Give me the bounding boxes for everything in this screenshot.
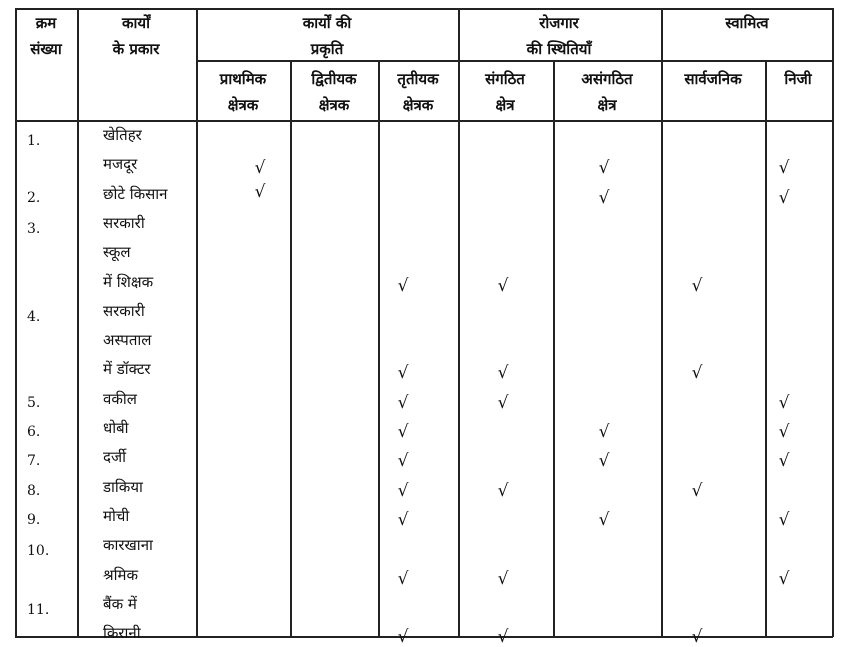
column-divider [378,60,380,637]
table-top-border [15,8,833,10]
tick-mark: √ [778,392,790,413]
subheader-tertiary-line2: क्षेत्रक [402,96,434,114]
tick-mark: √ [397,451,409,472]
subheader-private: निजी [784,70,812,88]
subheader-secondary: द्वितीयक [311,70,357,88]
row-work-type: छोटे किसान [103,184,168,203]
subheader-secondary-line2: क्षेत्रक [318,96,350,114]
column-divider [458,8,460,637]
row-serial-number: 7. [27,453,41,470]
row-work-type: श्रमिक [103,565,138,584]
tick-mark: √ [778,509,790,530]
header-group-divider [196,60,833,62]
tick-mark: √ [691,363,703,384]
tick-mark: √ [598,509,610,530]
column-divider [553,60,555,637]
row-serial-number: 4. [27,308,41,325]
tick-mark: √ [397,627,409,647]
tick-mark: √ [598,422,610,442]
row-serial-number: 8. [27,482,41,499]
tick-mark: √ [778,422,790,442]
tick-mark: √ [497,363,509,384]
header-nature-line1: कार्यों की [302,14,352,32]
tick-mark: √ [497,568,509,589]
row-work-type: अस्पताल [103,331,152,350]
subheader-organised: संगठित [485,70,525,88]
header-sno-line1: क्रम [35,14,57,32]
tick-mark: √ [397,392,409,413]
column-divider [77,8,79,637]
table-right-border [832,8,834,637]
subheader-unorganised: असंगठित [581,70,633,88]
tick-mark: √ [397,422,409,442]
tick-mark: √ [397,509,409,530]
header-sno-line2: संख्या [30,40,62,58]
tick-mark: √ [598,187,610,208]
row-work-type: दर्जी [103,448,126,467]
row-serial-number: 5. [27,394,41,411]
row-work-type: सरकारी [103,213,145,232]
tick-mark: √ [598,158,610,179]
tick-mark: √ [778,568,790,589]
subheader-organised-line2: क्षेत्र [495,96,515,114]
row-serial-number: 1. [27,133,41,149]
header-work-line2: के प्रकार [112,40,160,58]
tick-mark: √ [497,392,509,413]
column-divider [765,60,767,637]
tick-mark: √ [254,181,266,202]
tick-mark: √ [778,158,790,179]
row-work-type: स्कूल [103,243,131,262]
row-work-type: में डॉक्टर [103,360,151,379]
table-left-border [15,8,17,637]
header-bottom-border [15,120,833,122]
row-serial-number: 10. [27,543,50,560]
row-serial-number: 3. [27,220,41,237]
subheader-primary: प्राथमिक [219,70,267,88]
header-employment-line2: की स्थितियाँ [526,40,592,58]
header-work-line1: कार्यों [122,14,150,32]
column-divider [290,60,292,637]
row-work-type: सरकारी [103,301,145,320]
tick-mark: √ [691,275,703,296]
column-divider [196,8,198,637]
header-employment-line1: रोजगार [539,14,579,32]
tick-mark: √ [397,363,409,384]
row-work-type: वकील [103,389,137,408]
tick-mark: √ [497,275,509,296]
subheader-public: सार्वजनिक [684,70,742,88]
header-nature-line2: प्रकृति [310,40,344,58]
row-work-type: कारखाना [103,536,153,555]
header-ownership: स्वामित्व [725,14,769,32]
row-serial-number: 2. [27,189,41,206]
tick-mark: √ [691,480,703,501]
row-serial-number: 9. [27,511,41,528]
row-work-type: बैंक में [103,594,137,613]
tick-mark: √ [397,480,409,501]
row-work-type: खेतिहर [103,126,142,144]
column-divider [661,8,663,637]
row-work-type: मोची [103,506,130,525]
row-work-type: किरानी [103,624,141,643]
subheader-tertiary: तृतीयक [397,70,439,88]
row-serial-number: 6. [27,424,41,440]
tick-mark: √ [254,158,266,179]
tick-mark: √ [598,451,610,472]
tick-mark: √ [778,451,790,472]
row-work-type: डाकिया [103,477,143,496]
tick-mark: √ [397,275,409,296]
subheader-unorganised-line2: क्षेत्र [597,96,617,114]
tick-mark: √ [778,187,790,208]
row-work-type: मजदूर [103,155,138,174]
subheader-primary-line2: क्षेत्रक [227,96,259,114]
row-work-type: धोबी [103,419,129,437]
row-work-type: में शिक्षक [103,272,154,291]
tick-mark: √ [691,627,703,647]
tick-mark: √ [497,627,509,647]
tick-mark: √ [497,480,509,501]
tick-mark: √ [397,568,409,589]
row-serial-number: 11. [27,601,50,618]
